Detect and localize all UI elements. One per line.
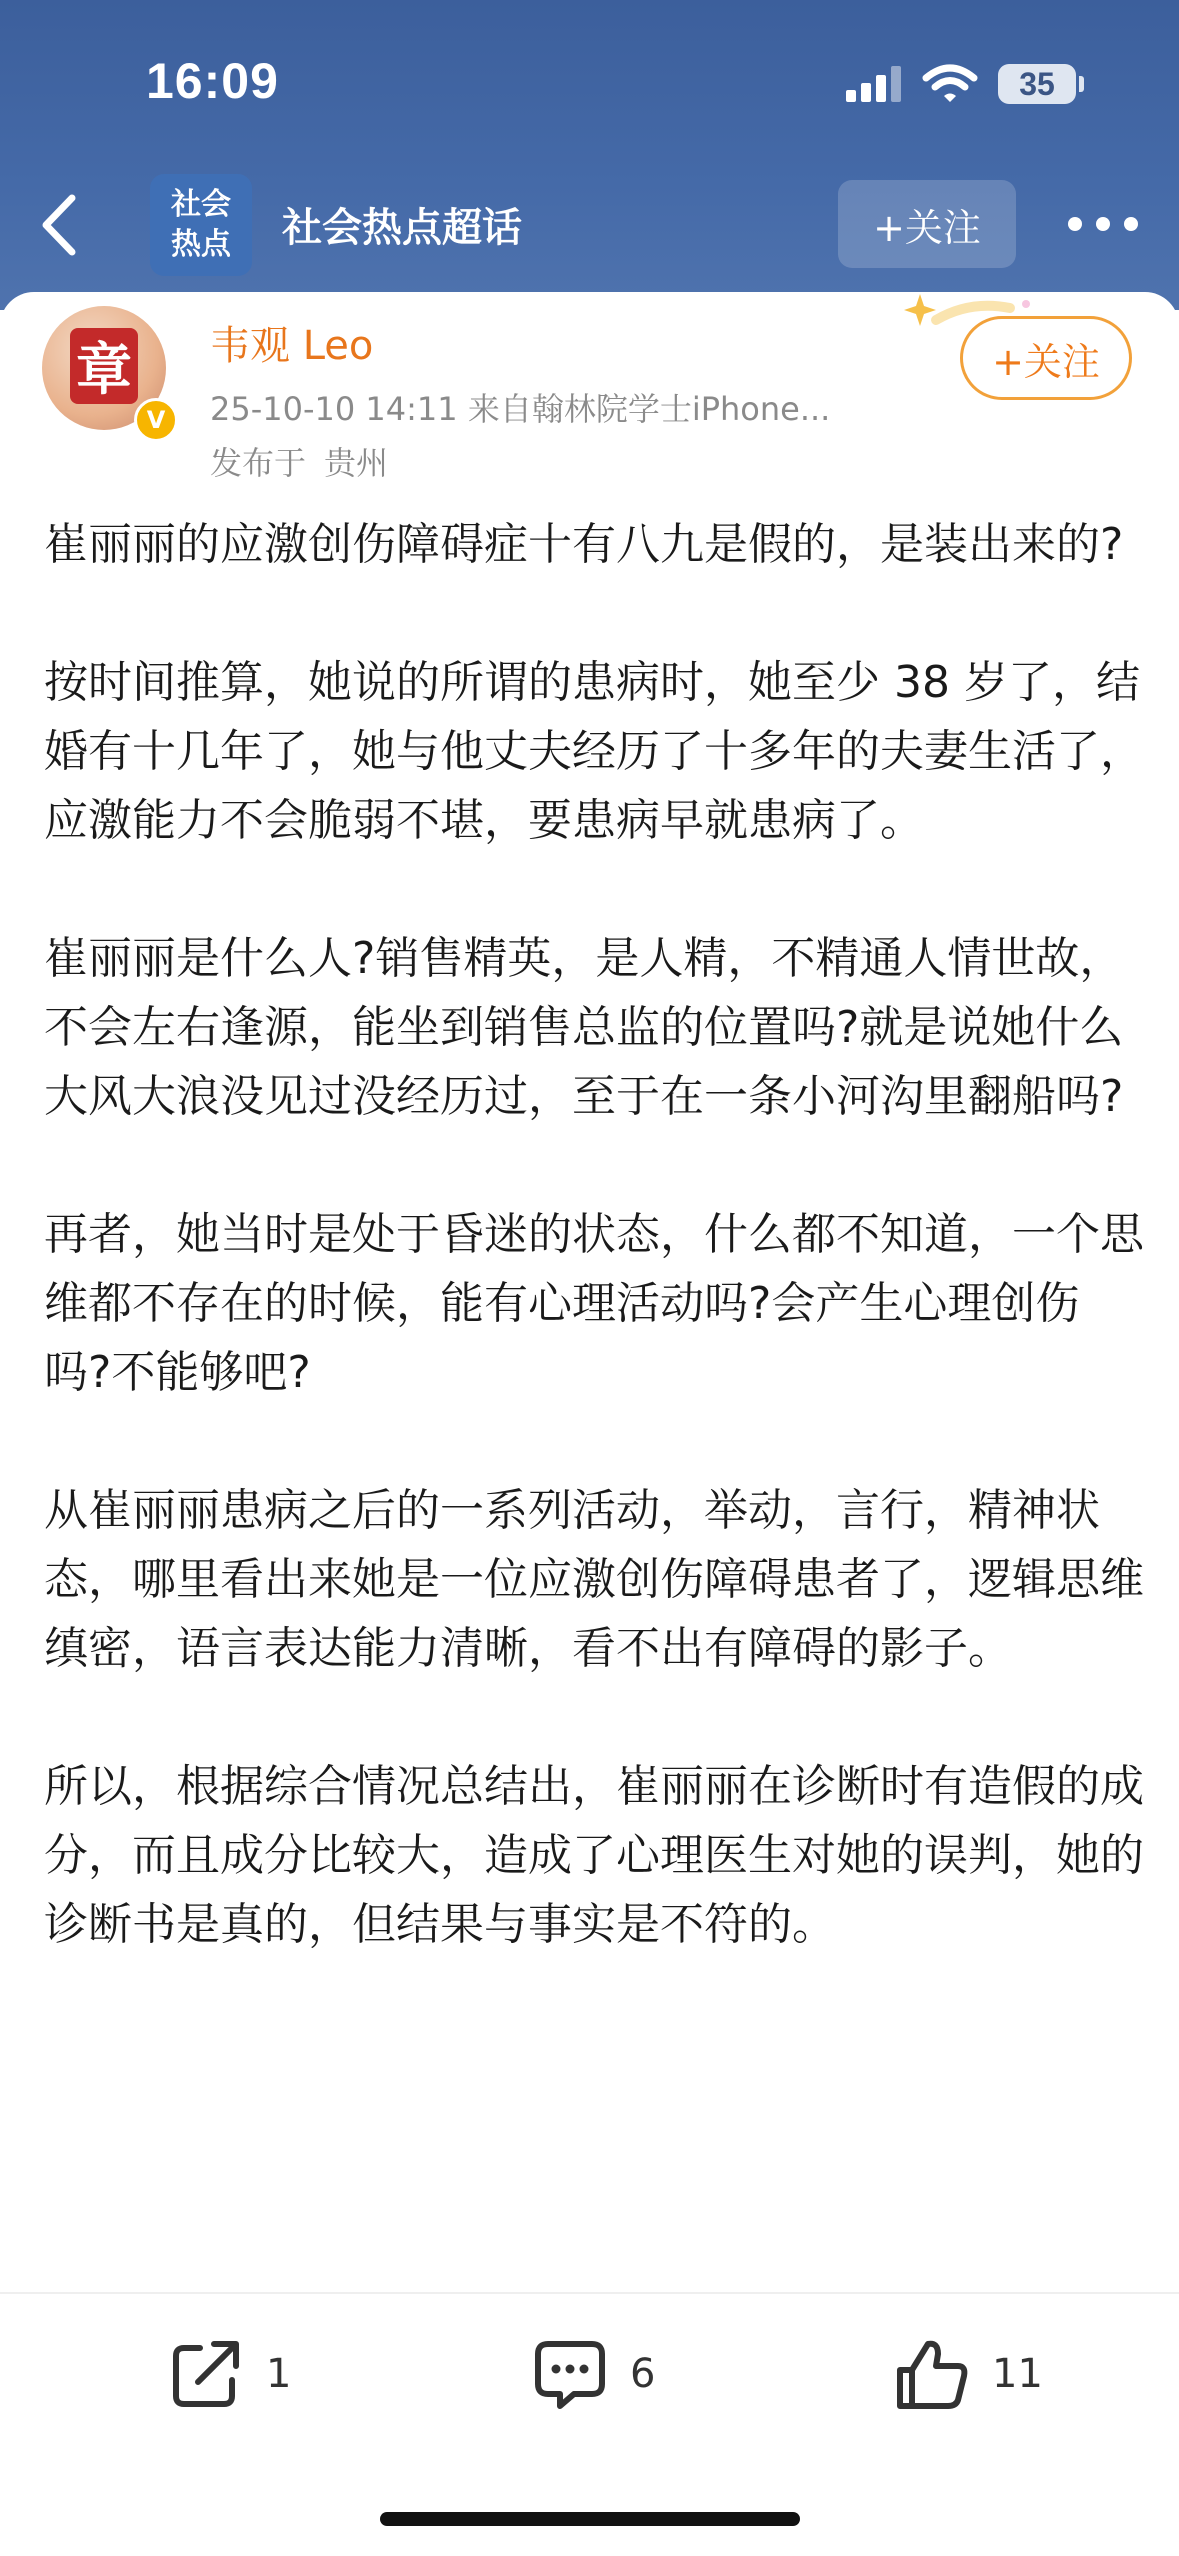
post-meta: 25-10-10 14:11 来自翰林院学士iPhone...	[210, 390, 831, 428]
location-prefix: 发布于	[210, 444, 307, 482]
battery-cap	[1079, 76, 1084, 92]
share-icon	[166, 2334, 246, 2414]
topic-logo-text: 热点	[171, 227, 231, 262]
cellular-signal-icon	[846, 66, 904, 102]
action-bar-divider	[0, 2292, 1179, 2294]
share-button[interactable]	[166, 2330, 291, 2418]
post-paragraph: 崔丽丽的应激创伤障碍症十有八九是假的，是装出来的?	[44, 519, 1124, 570]
follow-topic-button[interactable]: +关注	[838, 180, 1016, 268]
avatar-seal: 章	[70, 328, 138, 404]
post-paragraph: 从崔丽丽患病之后的一系列活动，举动，言行，精神状态，哪里看出来她是一位应激创伤障碍患者了，逻辑思维缜密，语言表达能力清晰，看不出有障碍的影子。	[44, 1485, 1144, 1674]
post-location	[210, 438, 406, 484]
follow-user-button[interactable]: +关注	[960, 316, 1132, 400]
avatar[interactable]	[34, 298, 174, 438]
share-count: 1	[266, 2351, 292, 2397]
status-time: 16:09	[146, 53, 279, 109]
author-name[interactable]: 韦观 Leo	[210, 323, 374, 369]
home-indicator[interactable]	[380, 2512, 800, 2526]
wifi-icon	[922, 64, 978, 104]
comment-button[interactable]	[530, 2330, 655, 2418]
verified-badge-icon: V	[134, 398, 178, 442]
post-paragraph: 所以，根据综合情况总结出，崔丽丽在诊断时有造假的成分，而且成分比较大，造成了心理医生对她的误判，她的诊断书是真的，但结果与事实是不符的。	[44, 1761, 1144, 1950]
more-options-icon[interactable]	[1068, 210, 1138, 238]
topic-logo[interactable]	[150, 174, 252, 276]
post-paragraph: 崔丽丽是什么人?销售精英，是人精，不精通人情世故，不会左右逢源，能坐到销售总监的位置吗?就是说她什么大风大浪没见过没经历过，至于在一条小河沟里翻船吗?	[44, 933, 1124, 1122]
location-value: 贵州	[324, 444, 389, 482]
thumbs-up-icon	[892, 2334, 972, 2414]
like-count: 11	[992, 2351, 1043, 2397]
post-body	[44, 510, 1144, 2290]
comment-count: 6	[630, 2351, 656, 2397]
battery-indicator: 35	[998, 64, 1076, 104]
topic-logo-text: 社会	[171, 187, 231, 222]
topic-title[interactable]: 社会热点超话	[282, 205, 522, 251]
back-arrow-icon[interactable]	[32, 190, 92, 260]
like-button[interactable]	[892, 2330, 1043, 2418]
comment-icon	[530, 2334, 610, 2414]
post-paragraph: 再者，她当时是处于昏迷的状态，什么都不知道，一个思维都不存在的时候，能有心理活动吗?会产生心理创伤吗?不能够吧?	[44, 1209, 1144, 1398]
post-paragraph: 按时间推算，她说的所谓的患病时，她至少 38 岁了，结婚有十几年了，她与他丈夫经历了十多年的夫妻生活了，应激能力不会脆弱不堪，要患病早就患病了。	[44, 657, 1144, 846]
